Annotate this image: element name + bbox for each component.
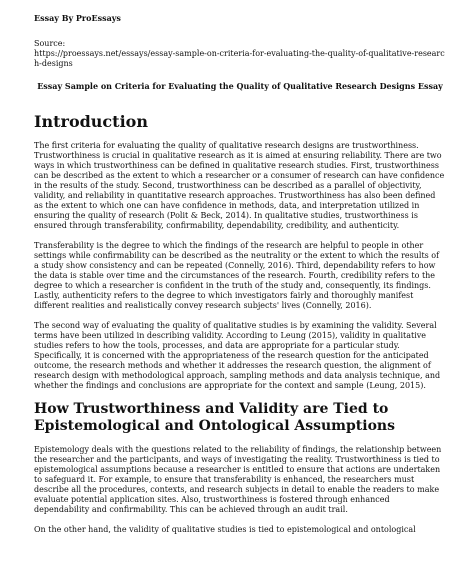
source-url-link[interactable]: https://proessays.net/essays/essay-sample-on-criteria-for-evaluating-the-quality-of-qualitative-research-designs [34, 49, 445, 68]
paragraph: Transferability is the degree to which the findings of the research are helpful to people in other settings while confirmability can be described as the neutrality or the extent to which the results of a study show consistency and can be repeated (Connelly, 2016). Third, dependability refers to how the data is stable over time and the circumstances of the research. Fourth, credibility refers to the degree to which a researcher is confident in the truth of the study and, consequently, its findings. Lastly, authenticity refers to the degree to which investigators fairly and thoroughly manifest different realities and realistically convey research subjects' lives (Connelly, 2016). [34, 241, 440, 310]
source-label: Source: [34, 39, 66, 48]
paragraph: The second way of evaluating the quality of qualitative studies is by examining the validity. Several terms have been utilized in describing validity. According to Leung (2015), validity in qualitative studies refers to how the tools, processes, and data are appropriate for a particular study. Specifically, it is concerned with the appropriateness of the research question for the anticipated outcome, the research methods and whether it addresses the research question, the alignment of research design with methodological approach, sampling methods and data analysis technique, and whether the findings and conclusions are appropriate for the context and sample (Leung, 2015). [34, 321, 441, 390]
paragraph: The first criteria for evaluating the quality of qualitative research designs are trustworthiness. Trustworthiness is crucial in qualitative research as it is aimed at ensuring reliability. There are two ways in which trustworthiness can be defined in qualitative research studies. First, trustworthiness can be described as the extent to which a researcher or a consumer of research can have confidence in the results of the study. Second, trustworthiness can be described as a parallel of objectivity, validity, and reliability in quantitative research approaches. Trustworthiness has also been defined as the extent to which one can have confidence in methods, data, and interpretation utilized in ensuring the quality of research (Polit & Beck, 2014). In qualitative studies, trustworthiness is ensured through transferability, confirmability, dependability, credibility, and authenticity. [34, 141, 445, 230]
paragraph: Epistemology deals with the questions related to the reliability of findings, the relationship between the researcher and the participants, and ways of investigating the reality. Trustworthiness is tied to epistemological assumptions because a researcher is entitled to ensure that actions are undertaken to safeguard it. For example, to ensure that transferability is enhanced, the researchers must describe all the procedures, contexts, and research subjects in detail to enable the readers to make evaluate potential application sites. Also, trustworthiness is fostered through enhanced dependability and confirmability. This can be achieved through an audit trail. [34, 445, 442, 514]
section-heading-trustworthiness-validity: How Trustworthiness and Validity are Tied to Epistemological and Ontological Assumptions [34, 401, 395, 434]
brand-header: Essay By ProEssays [34, 13, 121, 23]
section-heading-introduction: Introduction [34, 112, 148, 131]
document-title: Essay Sample on Criteria for Evaluating the Quality of Qualitative Research Designs Essay [37, 81, 443, 91]
paragraph: On the other hand, the validity of qualitative studies is tied to epistemological and ontological [34, 525, 416, 534]
source-block [34, 39, 446, 69]
